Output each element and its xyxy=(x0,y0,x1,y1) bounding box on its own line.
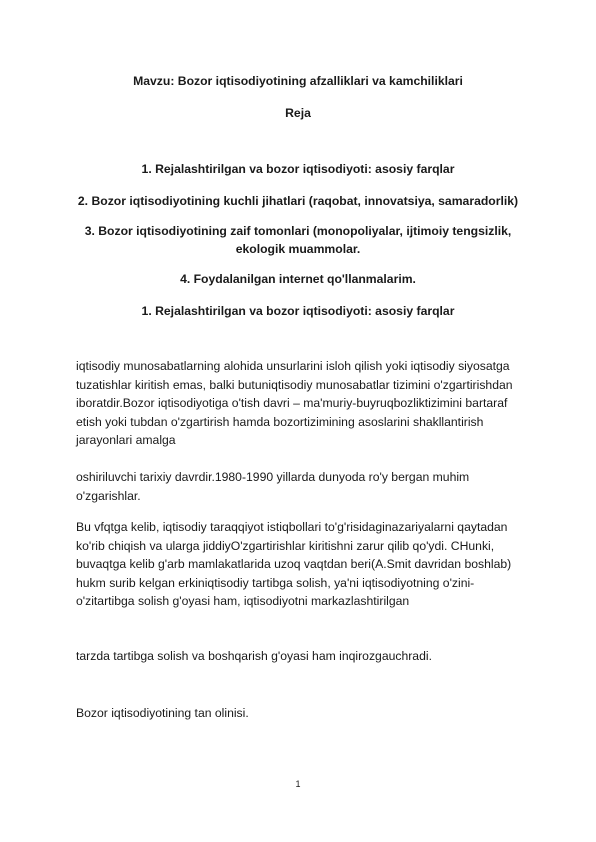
plan-heading: Reja xyxy=(285,106,311,120)
page-number: 1 xyxy=(295,779,301,789)
plan-item: 4. Foydalanilgan internet qo'llanmalarim. xyxy=(180,272,416,286)
plan-item: 1. Rejalashtirilgan va bozor iqtisodiyoti: asosiy farqlar xyxy=(141,162,455,176)
section-heading: 1. Rejalashtirilgan va bozor iqtisodiyoti: asosiy farqlar xyxy=(141,304,455,318)
body-paragraph: iqtisodiy munosabatlarning alohida unsurlarini isloh qilish yoki iqtisodiy siyosatga tuzatishlar kiritish emas, balki butuniqtisodiy munosabatlar tizimini o'zgartirishdan iboratdir.Bozor iqtisodiyotiga o'tish davri – ma'muriy-buyruqbozliktizimini bartaraf etish yoki tubdan o'zgartirish hamda bozortizimining asoslarini shakllantirish jarayonlari amalga xyxy=(76,359,513,448)
plan-item: 3. Bozor iqtisodiyotining zaif tomonlari (monopoliyalar, ijtimoiy tengsizlik, ekologik muammolar. xyxy=(84,224,512,256)
plan-item: 2. Bozor iqtisodiyotining kuchli jihatlari (raqobat, innovatsiya, samaradorlik) xyxy=(77,194,519,208)
body-paragraph: Bozor iqtisodiyotining tan olinisi. xyxy=(76,706,249,720)
body-paragraph: oshiriluvchi tarixiy davrdir.1980-1990 yillarda dunyoda ro'y bergan muhim o'zgarishlar. xyxy=(76,470,470,503)
document-title: Mavzu: Bozor iqtisodiyotining afzalliklari va kamchiliklari xyxy=(133,74,463,88)
body-paragraph: Bu vfqtga kelib, iqtisodiy taraqqiyot istiqbollari to'g'risidaginazariyalarni qaytadan ko'rib chiqish va ularga jiddiyO'zgartirishlar kiritishni zarur qilib qo'ydi. CHunki, buvaqtga kelib g'arb mamlakatlarida uzoq vaqtdan beri(A.Smit davridan boshlab) hukm surib kelgan erkiniqtisodiy tartibga solish, ya'ni iqtisodiyotning o'zini-o'zitartibga solish g'oyasi ham, iqtisodiyotni markazlashtirilgan xyxy=(76,520,512,609)
body-paragraph: tarzda tartibga solish va boshqarish g'oyasi ham inqirozgauchradi. xyxy=(76,649,432,663)
